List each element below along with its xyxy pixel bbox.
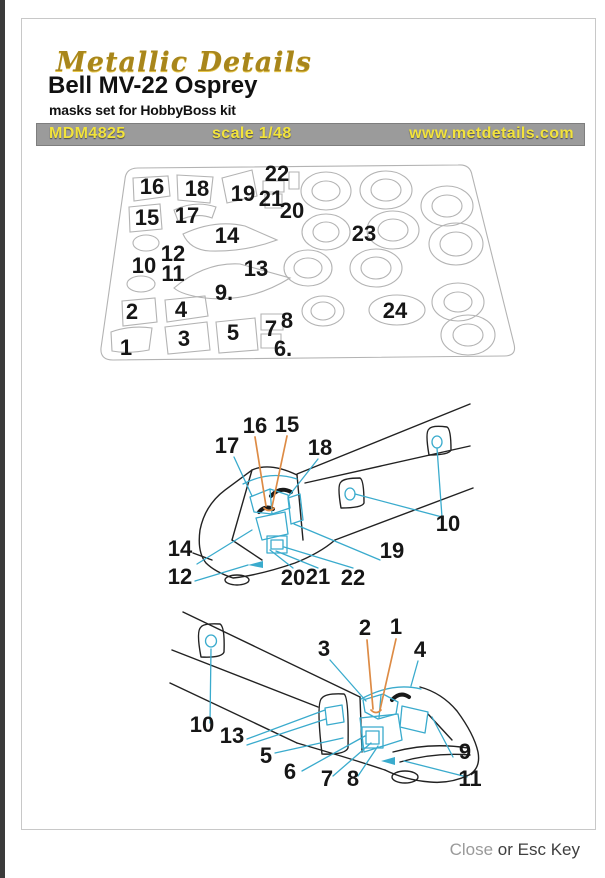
sponson-window-panel xyxy=(339,478,364,508)
right-view-number-labels xyxy=(190,614,482,791)
mask-number-label: 15 xyxy=(274,412,300,437)
mask-number-label: 12 xyxy=(160,241,186,266)
mask-number-label: 1 xyxy=(119,335,133,360)
product-subtitle: masks set for HobbyBoss kit xyxy=(49,102,236,118)
mask-number-label: 6 xyxy=(283,759,297,784)
mask-number-label: 13 xyxy=(219,723,245,748)
mask-number-label: 21 xyxy=(305,564,331,589)
mask-number-label: 14 xyxy=(167,536,193,561)
product-title: Bell MV-22 Osprey xyxy=(48,72,258,99)
mask-number-label: 12 xyxy=(167,564,193,589)
mask-number-label: 15 xyxy=(134,205,160,230)
fuselage-outline xyxy=(193,404,473,585)
mask-number-label: 8 xyxy=(280,308,294,333)
mask-number-label: 20 xyxy=(280,565,306,590)
mask-number-label: 22 xyxy=(264,161,290,186)
page-left-dark-edge xyxy=(0,0,5,878)
mask-number-label: 18 xyxy=(307,435,333,460)
mask-number-label: 4 xyxy=(413,637,427,662)
mask-number-label: 19 xyxy=(379,538,405,563)
mask-number-label: 3 xyxy=(177,326,191,351)
cyan-arrow-marker xyxy=(381,757,395,765)
mask-number-label: 10 xyxy=(189,712,215,737)
esc-key-hint: or Esc Key xyxy=(493,840,580,859)
product-code: MDM4825 xyxy=(49,125,126,142)
left-view-number-labels xyxy=(168,412,460,590)
diagram-left-view xyxy=(168,404,473,590)
website-url: www.metdetails.com xyxy=(409,125,574,142)
mask-number-label: 1 xyxy=(389,614,403,639)
mask-number-label: 7 xyxy=(320,766,334,791)
mask-number-label: 2 xyxy=(358,615,372,640)
mask-number-label: 23 xyxy=(351,221,377,246)
mask-number-label: 18 xyxy=(184,176,210,201)
mask-number-label: 24 xyxy=(382,298,408,323)
mask-number-label: 5 xyxy=(259,743,273,768)
mask-number-label: 16 xyxy=(139,174,165,199)
mask-number-label: 7 xyxy=(264,316,278,341)
cyan-arrow-marker xyxy=(248,561,263,568)
mask-number-label: 4 xyxy=(174,297,188,322)
mask-number-label: 13 xyxy=(243,256,269,281)
lightbox-image-panel xyxy=(21,18,596,830)
mask-number-label: 11 xyxy=(161,261,185,286)
brand-logo-text: Metallic Details xyxy=(56,47,312,78)
lightbox-footer xyxy=(0,840,580,860)
mask-number-label: 11 xyxy=(458,766,482,791)
mask-number-label: 14 xyxy=(214,223,240,248)
mask-number-label: 22 xyxy=(340,565,366,590)
mask-sheet xyxy=(101,161,515,361)
sheet-circular-masks xyxy=(284,171,495,355)
diagram-right-view xyxy=(170,612,482,791)
mask-number-label: 10 xyxy=(435,511,461,536)
mask-number-label: 20 xyxy=(279,198,305,223)
mask-number-label: 17 xyxy=(214,433,240,458)
mask-number-label: 3 xyxy=(317,636,331,661)
mask-number-label: 9. xyxy=(214,280,234,305)
mask-number-label: 10 xyxy=(131,253,157,278)
mask-number-label: 21 xyxy=(258,186,284,211)
mask-number-label: 19 xyxy=(230,181,256,206)
instruction-artwork xyxy=(22,19,595,829)
mask-number-label: 9 xyxy=(458,739,472,764)
scale-label: scale 1/48 xyxy=(212,125,292,142)
mask-number-label: 17 xyxy=(174,203,200,228)
mask-number-label: 5 xyxy=(226,320,240,345)
mask-number-label: 6. xyxy=(273,336,293,361)
mask-number-label: 2 xyxy=(125,299,139,324)
mask-number-label: 8 xyxy=(346,766,360,791)
mask-number-label: 16 xyxy=(242,413,268,438)
close-button[interactable]: Close xyxy=(449,840,494,859)
